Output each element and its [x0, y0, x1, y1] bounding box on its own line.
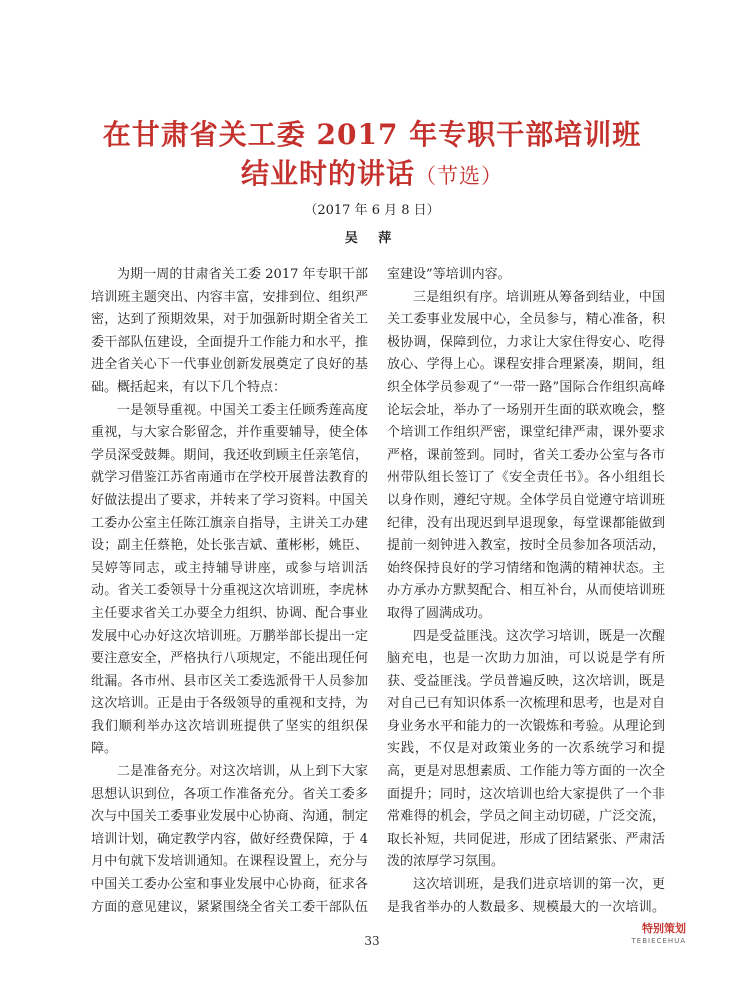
- speech-date: （2017 年 6 月 8 日）: [304, 203, 440, 218]
- article-title-main: 结业时的讲话: [240, 157, 415, 190]
- paragraph: 一是领导重视。中国关工委主任顾秀莲高度重视，与大家合影留念，并作重要辅导，使全体学员深受鼓舞。期间，我还收到顾主任亲笔信，就学习借鉴江苏省南通市在学校开展普法教育的好做法提出了要求，并转来了学习资料。中国关工委办公室主任陈江旗亲自指导，主讲关工办建设；副主任蔡艳，处长张吉斌、董彬彬，姚臣、吴婷等同志，或主持辅导讲座，或参与培训活动。省关工委领导十分重视这次培训班，李虎林主任要求省关工办要全力组织、协调、配合事业发展中心办好这次培训班。万鹏举部长提出一定要注意安全，严格执行八项规定，不能出现任何纰漏。各市州、县市区关工委选派骨干人员参加这次培训。正是由于各级领导的重视和支持，为我们顺利举办这次培训班提供了坚实的组织保障。: [91, 402, 368, 757]
- left-column: [91, 264, 368, 920]
- paragraph: 这次培训班，是我们进京培训的第一次，更是我省举办的人数最多、规模最大的一次培训。: [387, 877, 665, 915]
- article-title-suffix: （节选）: [415, 164, 503, 188]
- paragraph: 三是组织有序。培训班从筹备到结业，中国关工委事业发展中心，全员参与，精心准备，积极协调，保障到位，力求让大家住得安心、吃得放心、学得上心。课程安排合理紧凑，期间，组织全体学员参观了“一带一路”国际合作组织高峰论坛会址，举办了一场别开生面的联欢晚会，整个培训工作组织严密，课堂纪律严肃，课外要求严格，课前签到。同时，省关工委办公室与各市州带队组长签订了《安全责任书》。各小组组长以身作则，遵纪守规。全体学员自觉遵守培训班纪律，没有出现迟到早退现象，每堂课都能做到提前一刻钟进入教室，按时全员参加各项活动，始终保持良好的学习情绪和饱满的精神状态。主办方承办方默契配合、相互补台，从而使培训班取得了圆满成功。: [387, 289, 665, 621]
- article-title-line1: 在甘肃省关工委 2017 年专职干部培训班: [102, 118, 642, 151]
- paragraph: 二是准备充分。对这次培训，从上到下大家思想认识到位，各项工作准备充分。省关工委多次与中国关工委事业发展中心协商、沟通，制定培训计划，确定教学内容，做好经费保障，于 4 月中旬就下发培训通知。在课程设置上，充分与中国关工委办公室和事业发展中心协商，征求各方面的意见建议，紧紧围绕全省关工委干部队伍: [91, 764, 368, 915]
- paragraph: 四是受益匪浅。这次学习培训，既是一次醒脑充电，也是一次助力加油，可以说是学有所获、受益匪浅。学员普遍反映，这次培训，既是对自己已有知识体系一次梳理和思考，也是对自身业务水平和能力的一次锻炼和考验。从理论到实践，不仅是对政策业务的一次系统学习和提高，更是对思想素质、工作能力等方面的一次全面提升；同时，这次培训也给大家提供了一个非常难得的机会，学员之间主动切磋，广泛交流，取长补短，共同促进，形成了团结紧张、严肃活泼的浓厚学习氛围。: [387, 628, 665, 870]
- paragraph: 室建设”等培训内容。: [387, 267, 511, 282]
- section-brand-en: TEBIECEHUA: [631, 937, 686, 945]
- section-brand: [596, 922, 686, 946]
- section-brand-cn: 特别策划: [642, 922, 686, 935]
- right-column: [387, 264, 665, 920]
- paragraph: 为期一周的甘肃省关工委 2017 年专职干部培训班主题突出、内容丰富，安排到位、组织严密，达到了预期效果，对于加强新时期全省关工委干部队伍建设，全面提升工作能力和水平，推进全省关心下一代事业创新发展奠定了良好的基础。概括起来，有以下几个特点：: [91, 267, 368, 395]
- author-name: 吴 萍: [344, 231, 400, 246]
- page-number: 33: [364, 934, 380, 948]
- article-title-line2: [0, 156, 744, 194]
